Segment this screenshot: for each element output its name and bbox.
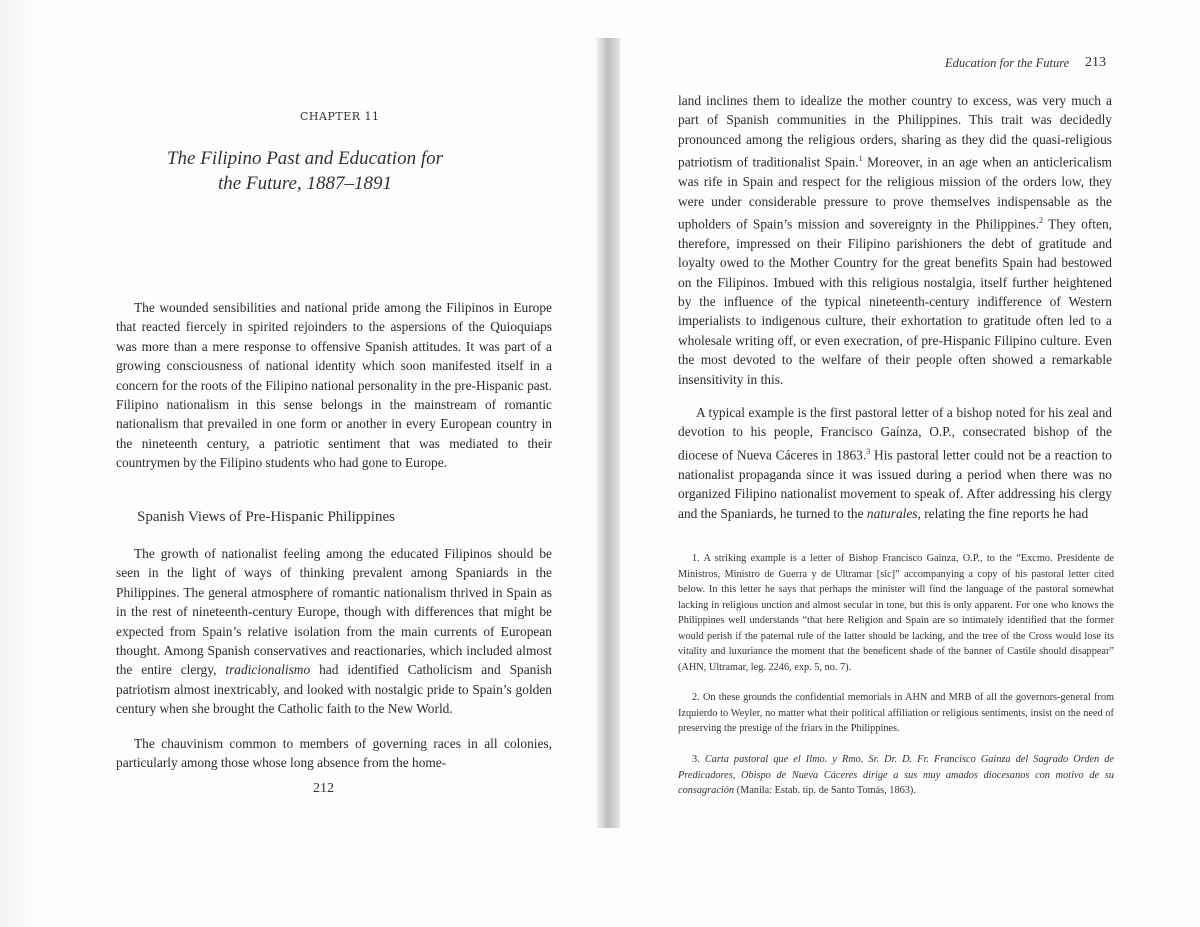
footnote-2: 2. On these grounds the confidential memorials in AHN and MRB of all the governors-general from Izquierdo to Weyler, no matter what their political affiliation or religious sentiments, insist on the need of preserving the prestige of the friars in the Philippines.	[678, 692, 1114, 734]
body-text: A typical example is the first pastoral letter of a bishop noted for his zeal and devotion to his people, Francisco Gaínza, O.P., consecrated bishop of the diocese of Nueva Cáceres in 1863.	[678, 405, 1112, 463]
body-text: had identified Catholicism and Spanish patriotism almost inextricably, and looked with nostalgic pride to Spain’s golden century when she brought the Catholic faith to the New World.	[116, 662, 552, 717]
footnote-text: 3.	[692, 754, 705, 765]
chapter-title-line1: The Filipino Past and Education for	[166, 148, 444, 169]
footnote-ref: 1	[858, 154, 863, 164]
chapter-title	[150, 146, 460, 196]
intro-paragraph: The wounded sensibilities and national pride among the Filipinos in Europe that reacted fiercely in spirited rejoinders to the aspersions of the Quioquiaps was more than a mere response to offensive Spanish attitudes. It was part of a growing consciousness of national identity which soon manifested itself in a concern for the roots of the Filipino national personality in the pre-Hispanic past. Filipino nationalism in this sense belongs in the mainstream of romantic nationalism that prevailed in one form or another in every European country in the nineteenth century, a patriotic sentiment that was mediated to their countrymen by the Filipino students who had gone to Europe.	[116, 300, 552, 471]
page-number-right: 213	[1085, 55, 1106, 70]
scan-edge-shadow	[0, 0, 44, 927]
body-paragraph-3: The chauvinism common to members of governing races in all colonies, particularly among those whose long absence from the home-	[116, 736, 552, 771]
footnote-ref: 2	[1038, 215, 1043, 225]
body-text: , relating the fine reports he had	[917, 505, 1089, 521]
running-head: Education for the Future	[945, 56, 1070, 70]
footnote-3	[678, 752, 1114, 799]
body-text: They often, therefore, impressed on their Filipino parishioners the debt of gratitude and loyalty owed to the Mother Country for the great benefits Spain had bestowed on the Filipinos. Imbued with this religious nostalgia, itself further heightened by the influence of the typical nineteenth-century indifference of Western imperialists to indigenous culture, their exhortation to gratitude often led to a wholesale writing off, or even execration, of pre-Hispanic Filipino culture. Even the most devoted to the welfare of their people often showed a remarkable insensitivity in this.	[678, 216, 1113, 387]
body-text: Moreover, in an age when an anticlericalism was rife in Spain and respect for the religious mission of the orders low, they were under considerable pressure to prove themselves indispensable as the upholders of Spain’s mission and sovereignty in the Philippines.	[678, 154, 1112, 232]
page-number-left: 212	[313, 781, 334, 796]
footnote-title: Carta pastoral que el Ilmo. y Rmo. Sr. Dr. D. Fr. Francisco Gainza del Sagrado Orden de Predicadores, Obispo de Nueva Cáceres dirige a sus muy amados diocesanos con motivo de su consagración	[678, 754, 1114, 796]
body-paragraph-continued	[678, 91, 1112, 389]
footnote-ref: 3	[866, 446, 871, 456]
body-text: land inclines them to idealize the mother country to excess, was very much a part of Spanish communities in the Philippines. This trait was decidedly pronounced among the religious orders, sharing as they did the quasi-religious patriotism of traditionalist Spain.	[678, 93, 1112, 170]
book-fold-shadow	[596, 38, 620, 828]
chapter-title-line2: the Future, 1887–1891	[218, 173, 392, 194]
chapter-label: CHAPTER 11	[300, 110, 380, 123]
italic-term: tradicionalismo	[225, 662, 311, 678]
body-paragraph-2	[116, 544, 552, 719]
section-heading: Spanish Views of Pre-Hispanic Philippines	[137, 509, 395, 525]
footnote-text: (Manila: Estab. tip. de Santo Tomás, 1863).	[734, 785, 916, 796]
italic-term: naturales	[866, 505, 918, 521]
footnote-1: 1. A striking example is a letter of Bishop Francisco Gainza, O.P., to the “Excmo. Presidente de Ministros, Ministro de Guerra y de Ultramar [sic]” accompanying a copy of his pastoral letter cited below. In this letter he says that perhaps the minister will find the language of the pastoral somewhat lacking in religious unction and almost secular in tone, but this is only apparent. For one who knows the Philippines well understands “that here Religion and Spain are so intimately identified that the former would perish if the paternal rule of the latter should be lacking, and the tree of the Cross would lose its vitality and luxuriance the moment that the beneficent shade of the banner of Castile should disappear” (AHN, Ultramar, leg. 2246, exp. 5, no. 7).	[678, 553, 1114, 673]
body-text: His pastoral letter could not be a reaction to nationalist propaganda since it was issued during a period when there was no organized Filipino nationalist movement to speak of. After addressing his clergy and the Spaniards, he turned to the	[678, 447, 1112, 521]
body-text: The growth of nationalist feeling among the educated Filipinos should be seen in the light of ways of thinking prevalent among Spaniards in the Philippines. The general atmosphere of romantic nationalism thrived in Spain as in the rest of nineteenth-century Europe, though with differences that might be expected from Spain’s relative isolation from the main currents of European thought. Among Spanish conservatives and reactionaries, which included almost the entire clergy,	[116, 546, 552, 678]
body-paragraph-example	[678, 403, 1112, 523]
